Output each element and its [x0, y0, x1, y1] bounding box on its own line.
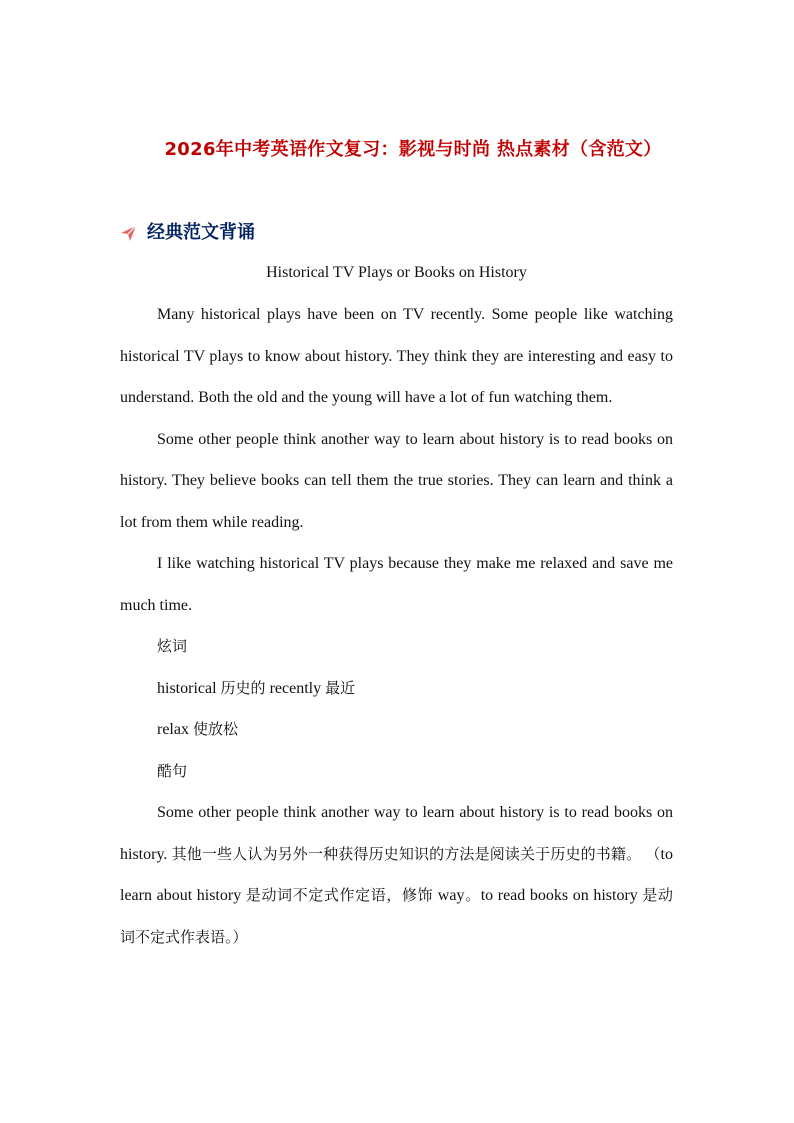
- document-title: 2026年中考英语作文复习：影视与时尚 热点素材（含范文）: [164, 139, 662, 160]
- paper-plane-icon: [120, 225, 137, 242]
- essay-title: Historical TV Plays or Books on History: [266, 264, 527, 281]
- vocab-word: recently: [269, 679, 322, 697]
- vocab-line: [120, 709, 673, 751]
- vocab-line: [120, 668, 673, 710]
- vocab-meaning: 使放松: [192, 720, 238, 738]
- vocab-word: relax: [157, 721, 189, 738]
- grammar-note-phrase: to read books on history: [480, 887, 638, 904]
- cool-sentence-english: Some other people think another way to learn about history is to read books on history.: [120, 804, 673, 863]
- sentence-heading: 酷句: [157, 761, 188, 780]
- essay-body: [120, 294, 673, 958]
- cool-sentence-chinese: 其他一些人认为另外一种获得历史知识的方法是阅读关于历史的书籍。: [171, 844, 642, 863]
- vocab-meaning: 最近: [325, 678, 356, 697]
- essay-paragraph: Many historical plays have been on TV recently. Some people like watching historical TV plays to know about history. They think they are interesting and easy to understand. Both the old and the young will have a lot of fun watching them.: [120, 306, 673, 406]
- grammar-note-phrase: to learn about history: [120, 845, 673, 904]
- vocab-heading: 炫词: [157, 637, 188, 655]
- section-heading: [120, 220, 255, 246]
- essay-paragraph: Some other people think another way to learn about history is to read books on history. They believe books can tell them the true stories. They can learn and think a lot from them while reading.: [120, 430, 673, 531]
- essay-paragraph: I like watching historical TV plays because they make me relaxed and save me much time.: [120, 555, 673, 614]
- vocab-word: historical: [157, 679, 217, 697]
- vocab-meaning: 历史的: [220, 678, 266, 697]
- cool-sentence: Some other people think another way to learn about history is to read books on history. 其他一些人认为另外一种获得历史知识的方法是阅读关于历史的书籍。 （to learn about history 是动词不定式作定语，修饰 way。to read books on history 是动词不定式作表语。）: [120, 804, 674, 946]
- section-heading-label: 经典范文背诵: [147, 222, 255, 243]
